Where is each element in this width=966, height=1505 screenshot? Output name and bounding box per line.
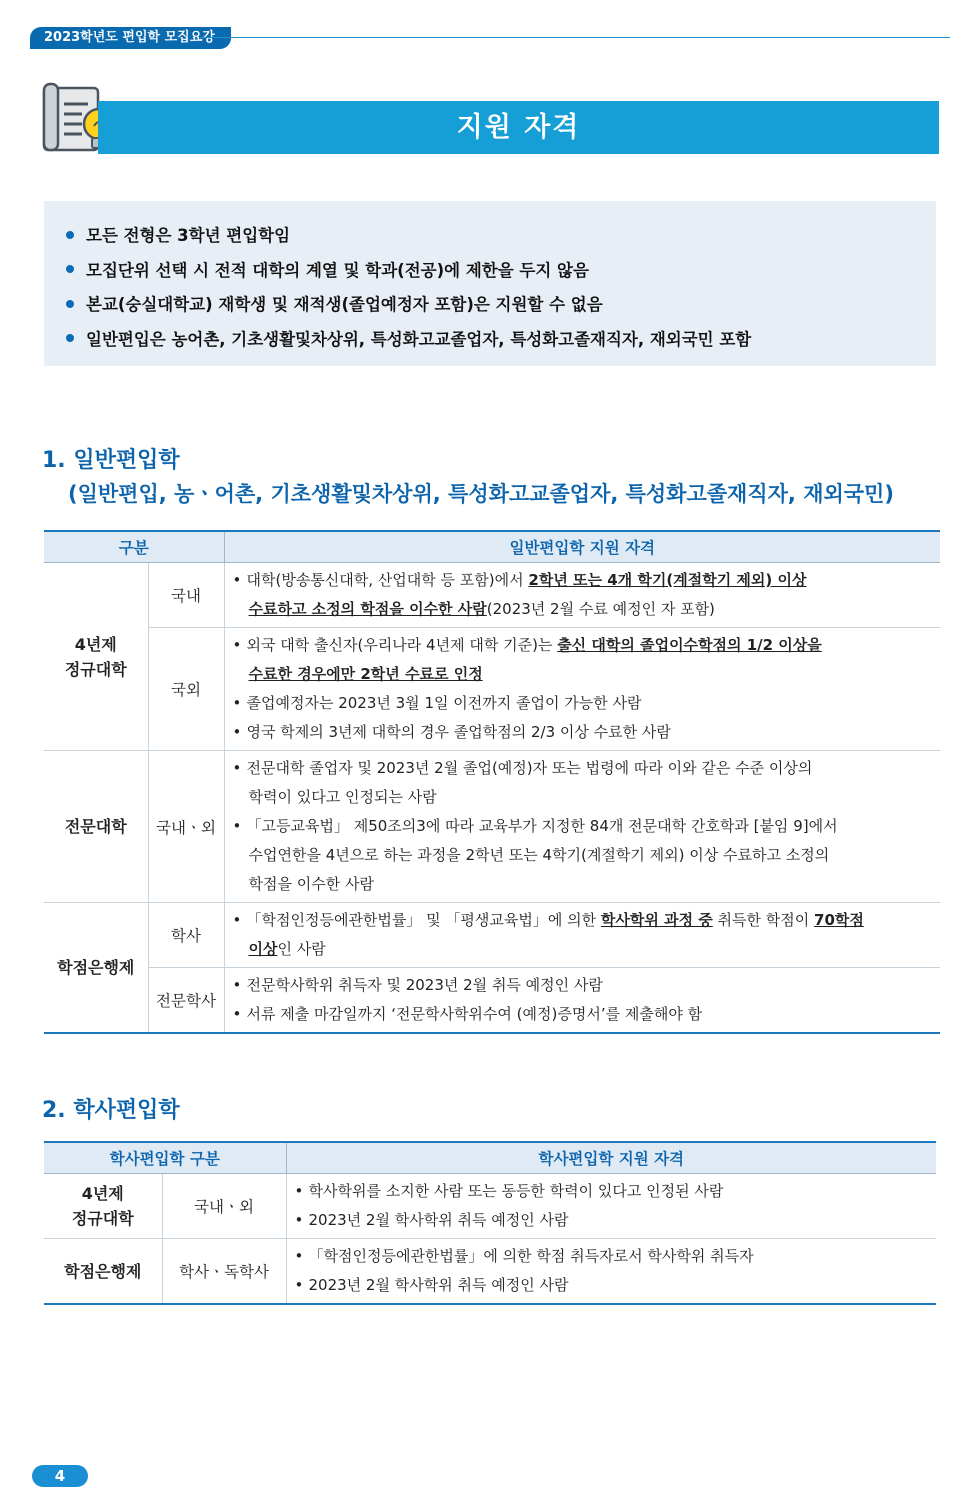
- bullet-dot-icon: [66, 231, 74, 239]
- category-label: 4년제: [74, 634, 117, 654]
- column-header: 학사편입학 지원 자격: [286, 1142, 936, 1174]
- notice-text: 일반편입은 농어촌, 기초생활및차상위, 특성화고교졸업자, 특성화고졸재직자, 재외국민 포함: [86, 329, 752, 349]
- table-row: [44, 1174, 936, 1239]
- bullet-icon: •: [232, 911, 242, 929]
- table-row: [44, 628, 940, 751]
- requirement-text: 학력이 있다고 인정되는 사람: [248, 788, 437, 806]
- bullet-icon: •: [232, 571, 242, 589]
- table-row: [44, 751, 940, 903]
- bullet-dot-icon: [66, 265, 74, 273]
- requirement-text: 「학점인정등에관한법률」에 의한 학점 취득자로서 학사학위 취득자: [308, 1247, 754, 1265]
- category-label: 4년제: [81, 1184, 124, 1203]
- bullet-icon: •: [232, 723, 242, 741]
- bullet-icon: •: [232, 694, 242, 712]
- bullet-icon: •: [232, 1005, 242, 1023]
- requirement-text: 대학(방송통신대학, 산업대학 등 포함)에서: [246, 571, 529, 589]
- table-row: [44, 563, 940, 628]
- subcategory-domestic-foreign: 국내ㆍ외: [148, 751, 224, 903]
- requirement-text: 취득한 학점이: [712, 911, 815, 929]
- category-4year: [44, 1174, 162, 1239]
- category-credit-bank: 학점은행제: [44, 1239, 162, 1305]
- requirement-text: 영국 학제의 3년제 대학의 경우 졸업학점의 2/3 이상 수료한 사람: [246, 723, 671, 741]
- subcategory-foreign: 국외: [148, 628, 224, 751]
- requirement-cell: [224, 563, 940, 628]
- requirement-emphasis: 이상: [248, 940, 278, 958]
- subcategory-bachelor: 학사: [148, 903, 224, 968]
- bullet-icon: •: [294, 1211, 304, 1229]
- notice-text: 모든 전형은 3학년 편입학임: [86, 226, 291, 245]
- requirement-emphasis: 수료하고 소정의 학점을 이수한 사람: [248, 600, 487, 618]
- category-junior-college: 전문대학: [44, 751, 148, 903]
- category-credit-bank: 학점은행제: [44, 903, 148, 1034]
- requirement-text: 서류 제출 마감일까지 ‘전문학사학위수여 (예정)증명서’를 제출해야 함: [246, 1005, 703, 1023]
- column-header: 학사편입학 구분: [44, 1142, 286, 1174]
- requirement-cell: [224, 903, 940, 968]
- notice-item: [66, 323, 936, 358]
- bullet-icon: •: [294, 1247, 304, 1265]
- bullet-icon: •: [294, 1276, 304, 1294]
- page-number: 4: [32, 1465, 88, 1487]
- notice-text: 모집단위 선택 시 전적 대학의 계열 및 학과(전공)에 제한을 두지 않음: [86, 260, 589, 280]
- requirement-cell: [224, 628, 940, 751]
- table-row: [44, 1239, 936, 1305]
- section1-subtitle: (일반편입, 농ㆍ어촌, 기초생활및차상위, 특성화고교졸업자, 특성화고졸재직자, 재외국민): [68, 482, 894, 506]
- table-header-row: [44, 531, 940, 563]
- requirement-cell: [286, 1239, 936, 1305]
- requirement-emphasis: 출신 대학의 졸업이수학점의 1/2 이상을: [557, 636, 822, 654]
- column-header: 구분: [44, 531, 224, 563]
- notice-item: [66, 254, 936, 289]
- requirement-text: 2023년 2월 학사학위 취득 예정인 사람: [308, 1211, 569, 1229]
- category-label: 정규대학: [71, 1209, 134, 1228]
- document-header-badge: 2023학년도 편입학 모집요강: [30, 27, 231, 49]
- notice-item: [66, 288, 936, 323]
- bullet-dot-icon: [66, 334, 74, 342]
- requirement-text: 외국 대학 출신자(우리나라 4년제 대학 기준)는: [246, 636, 558, 654]
- notice-item: [66, 219, 936, 254]
- requirement-cell: [224, 751, 940, 903]
- requirement-emphasis: 수료한 경우에만 2학년 수료로 인정: [248, 665, 483, 683]
- requirement-text: 학사학위를 소지한 사람 또는 동등한 학력이 있다고 인정된 사람: [308, 1182, 724, 1200]
- subcategory-domestic: 국내: [148, 563, 224, 628]
- requirement-text: 전문대학 졸업자 및 2023년 2월 졸업(예정)자 또는 법령에 따라 이와 같은 수준 이상의: [246, 759, 813, 777]
- bachelor-transfer-table: [44, 1141, 936, 1305]
- header-divider: [200, 37, 950, 38]
- table-header-row: [44, 1142, 936, 1174]
- section2-title: 2. 학사편입학: [42, 1098, 180, 1123]
- subcategory-associate: 전문학사: [148, 968, 224, 1034]
- requirement-emphasis: 학사학위 과정 중: [600, 911, 713, 929]
- bullet-icon: •: [232, 636, 242, 654]
- bullet-icon: •: [232, 759, 242, 777]
- requirement-text: 전문학사학위 취득자 및 2023년 2월 취득 예정인 사람: [246, 976, 603, 994]
- requirement-text: 2023년 2월 학사학위 취득 예정인 사람: [308, 1276, 569, 1294]
- bullet-dot-icon: [66, 300, 74, 308]
- page-title: 지원 자격: [98, 101, 939, 154]
- requirement-cell: [224, 968, 940, 1034]
- bullet-icon: •: [232, 976, 242, 994]
- section1-title: 1. 일반편입학: [42, 448, 180, 473]
- requirement-text: 졸업예정자는 2023년 3월 1일 이전까지 졸업이 가능한 사람: [246, 694, 642, 712]
- requirement-text: 「학점인정등에관한법률」 및 「평생교육법」에 의한: [246, 911, 601, 929]
- subcategory-domestic-foreign: 국내ㆍ외: [162, 1174, 286, 1239]
- requirement-text: 수업연한을 4년으로 하는 과정을 2학년 또는 4학기(계절학기 제외) 이상 수료하고 소정의: [248, 846, 830, 864]
- requirement-text: 인 사람: [277, 940, 326, 958]
- table-row: [44, 903, 940, 968]
- requirement-emphasis: 70학점: [814, 911, 864, 929]
- table-row: [44, 968, 940, 1034]
- general-transfer-table: [44, 530, 940, 1034]
- requirement-text: (2023년 2월 수료 예정인 자 포함): [486, 600, 715, 618]
- column-header: 일반편입학 지원 자격: [224, 531, 940, 563]
- bullet-icon: •: [294, 1182, 304, 1200]
- category-label: 정규대학: [64, 659, 127, 679]
- notice-text: 본교(숭실대학교) 재학생 및 재적생(졸업예정자 포함)은 지원할 수 없음: [86, 295, 603, 314]
- requirement-emphasis: 2학년 또는 4개 학기(계절학기 제외) 이상: [528, 571, 807, 589]
- requirement-text: 「고등교육법」 제50조의3에 따라 교육부가 지정한 84개 전문대학 간호학과 [붙임 9]에서: [246, 817, 838, 835]
- notice-box: [44, 201, 936, 366]
- bullet-icon: •: [232, 817, 242, 835]
- category-4year: [44, 563, 148, 751]
- subcategory-bachelor-self-study: 학사ㆍ독학사: [162, 1239, 286, 1305]
- requirement-text: 학점을 이수한 사람: [248, 875, 374, 893]
- requirement-cell: [286, 1174, 936, 1239]
